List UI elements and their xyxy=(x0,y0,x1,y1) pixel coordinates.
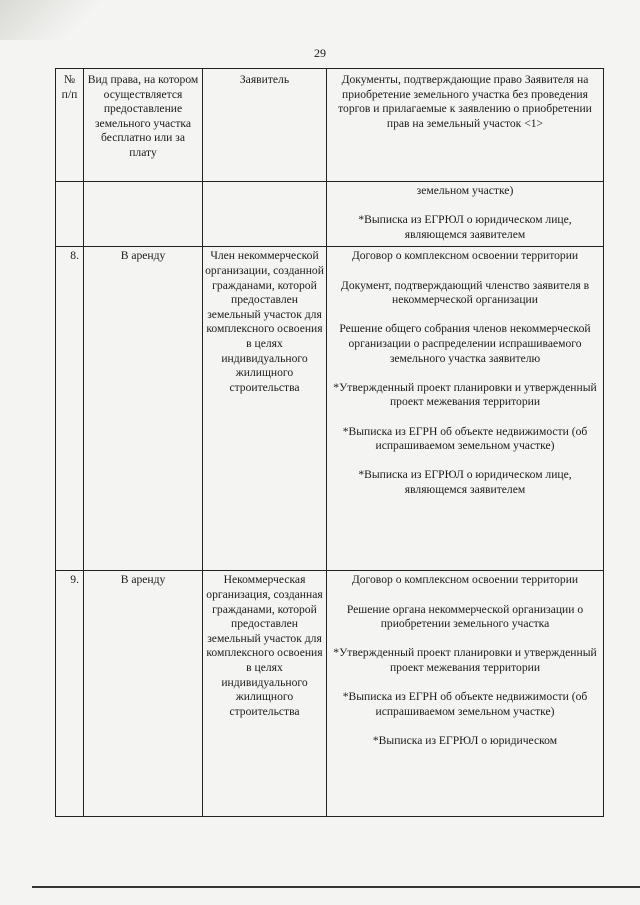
header-applicant: Заявитель xyxy=(203,69,327,182)
documents-table xyxy=(55,68,604,817)
row-documents: Договор о комплексном освоении территории Решение органа некоммерческой организации о приобретении земельного участка *Утвержденный проект планировки и утвержденный проект межевания территории *Выписка из ЕГРН об объекте недвижимости (об испрашиваемом земельном участке) *Выписка из ЕГРЮЛ о юридическом xyxy=(327,571,604,817)
table-row xyxy=(56,247,604,571)
header-documents: Документы, подтверждающие право Заявителя на приобретение земельного участка без проведения торгов и прилагаемые к заявлению о приобретении прав на земельный участок <1> xyxy=(327,69,604,182)
row-documents: земельном участке) *Выписка из ЕГРЮЛ о юридическом лице, являющемся заявителем xyxy=(327,182,604,247)
row-num: 8. xyxy=(56,247,84,571)
row-documents: Договор о комплексном освоении территории Документ, подтверждающий членство заявителя в некоммерческой организации Решение общего собрания членов некоммерческой организации о распределении испрашиваемого земельного участка заявителю *Утвержденный проект планировки и утвержденный проект межевания территории *Выписка из ЕГРН об объекте недвижимости (об испрашиваемом земельном участке) *Выписка из ЕГРЮЛ о юридическом лице, являющемся заявителем xyxy=(327,247,604,571)
table-row xyxy=(56,571,604,817)
row-right-type: В аренду xyxy=(84,247,203,571)
table-row xyxy=(56,182,604,247)
row-applicant: Некоммерческая организация, созданная гражданами, которой предоставлен земельный участок для комплексного освоения в целях индивидуального жилищного строительства xyxy=(203,571,327,817)
row-right-type: В аренду xyxy=(84,571,203,817)
row-right-type xyxy=(84,182,203,247)
page-number: 29 xyxy=(314,46,326,60)
scan-artifact xyxy=(0,0,110,40)
table-header-row xyxy=(56,69,604,182)
header-num: № п/п xyxy=(56,69,84,182)
row-num: 9. xyxy=(56,571,84,817)
row-applicant xyxy=(203,182,327,247)
page-bottom-edge xyxy=(32,886,640,888)
row-num xyxy=(56,182,84,247)
row-applicant: Член некоммерческой организации, созданной гражданами, которой предоставлен земельный участок для комплексного освоения в целях индивидуального жилищного строительства xyxy=(203,247,327,571)
header-right-type: Вид права, на котором осуществляется предоставление земельного участка бесплатно или за плату xyxy=(84,69,203,182)
